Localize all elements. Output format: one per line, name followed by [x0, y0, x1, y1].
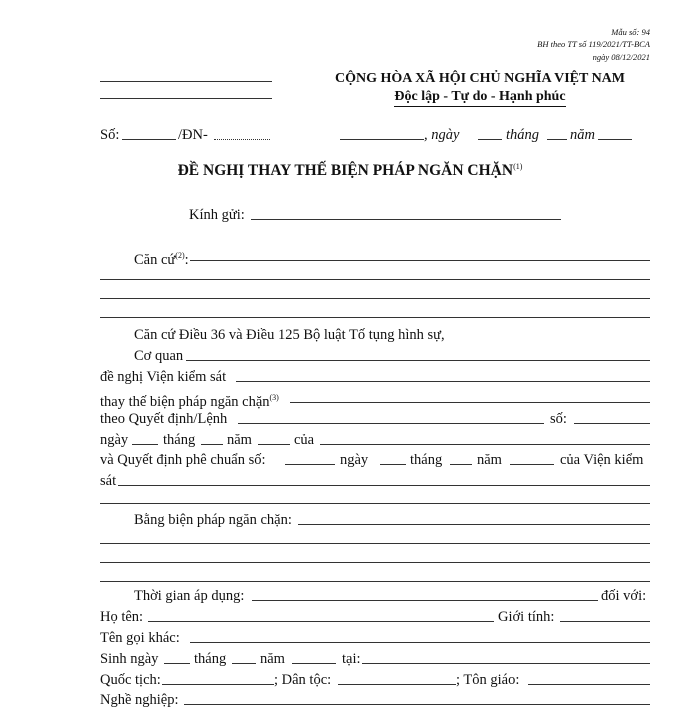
- title-footnote: (1): [513, 162, 523, 171]
- month-field[interactable]: [547, 139, 567, 140]
- new-measure-field[interactable]: [298, 524, 650, 525]
- year-field[interactable]: [598, 139, 632, 140]
- birth-year-label: năm: [260, 651, 285, 667]
- nationality-field[interactable]: [162, 684, 274, 685]
- birth-year-field[interactable]: [292, 663, 336, 664]
- basis-field-line[interactable]: [100, 279, 650, 280]
- agency-name-line[interactable]: [100, 81, 272, 82]
- agency-label: Cơ quan: [134, 348, 184, 364]
- subject-label: đối với:: [601, 588, 647, 604]
- document-title: [0, 162, 700, 180]
- decision-year-field[interactable]: [258, 444, 290, 445]
- birth-day-field[interactable]: [164, 663, 190, 664]
- approval-month-label: tháng: [410, 452, 443, 468]
- decision-month-field[interactable]: [201, 444, 223, 445]
- number-field[interactable]: [122, 139, 176, 140]
- decision-label: theo Quyết định/Lệnh: [100, 411, 228, 427]
- birth-place-field[interactable]: [362, 663, 650, 664]
- number-code-field[interactable]: [214, 139, 270, 140]
- approval-procuracy-field-line[interactable]: [100, 503, 650, 504]
- period-field[interactable]: [252, 600, 598, 601]
- basis-label: Căn cứ$^{(2)}$:: [134, 251, 189, 268]
- approval-label: và Quyết định phê chuẩn số:: [100, 452, 266, 468]
- national-motto: Độc lập - Tự do - Hạnh phúc: [394, 88, 565, 107]
- form-issued-by: BH theo TT số 119/2021/TT-BCA: [537, 39, 650, 49]
- ethnicity-field[interactable]: [338, 684, 456, 685]
- gender-label: Giới tính:: [498, 609, 555, 625]
- decision-month-label: tháng: [163, 432, 196, 448]
- date-year-label: năm: [570, 127, 595, 143]
- approval-day-label: ngày: [340, 452, 369, 468]
- basis-field[interactable]: [190, 260, 650, 261]
- approval-number-field[interactable]: [285, 464, 335, 465]
- birth-month-label: tháng: [194, 651, 227, 667]
- replace-measure-label: thay thế biện pháp ngăn chặn$^{(3)}$: [100, 393, 279, 410]
- birth-place-label: tại:: [342, 651, 361, 667]
- basis-field-line[interactable]: [100, 317, 650, 318]
- nationality-label: Quốc tịch:: [100, 672, 161, 688]
- new-measure-field-line[interactable]: [100, 562, 650, 563]
- approval-month-field[interactable]: [450, 464, 472, 465]
- decision-number-field[interactable]: [574, 423, 650, 424]
- full-name-label: Họ tên:: [100, 609, 144, 625]
- new-measure-field-line[interactable]: [100, 581, 650, 582]
- approval-year-field[interactable]: [510, 464, 554, 465]
- form-number: Mẫu số: 94: [611, 27, 650, 37]
- birth-month-field[interactable]: [232, 663, 256, 664]
- decision-field[interactable]: [238, 423, 544, 424]
- decision-day-field[interactable]: [132, 444, 158, 445]
- day-field[interactable]: [478, 139, 502, 140]
- nation-name: CỘNG HÒA XÃ HỘI CHỦ NGHĨA VIỆT NAM: [334, 71, 625, 86]
- date-month-label: tháng: [506, 127, 540, 143]
- agency-field[interactable]: [186, 360, 650, 361]
- current-measure-field[interactable]: [290, 402, 650, 403]
- approval-procuracy-field[interactable]: [118, 485, 650, 486]
- gender-field[interactable]: [560, 621, 650, 622]
- place-field[interactable]: [340, 139, 424, 140]
- number-suffix: /ĐN-: [178, 127, 208, 143]
- recipient-label: Kính gửi:: [189, 207, 245, 223]
- new-measure-field-line[interactable]: [100, 543, 650, 544]
- request-label: đề nghị Viện kiểm sát: [100, 369, 227, 385]
- new-measure-label: Bằng biện pháp ngăn chặn:: [134, 512, 292, 528]
- birth-day-label: Sinh ngày: [100, 651, 159, 667]
- decision-number-label: số:: [550, 411, 567, 427]
- legal-basis-text: Căn cứ Điều 36 và Điều 125 Bộ luật Tố tụng hình sự,: [134, 327, 445, 343]
- decision-of-label: của: [294, 432, 315, 448]
- national-header: [300, 70, 660, 107]
- agency-name-line[interactable]: [100, 98, 272, 99]
- approval-day-field[interactable]: [380, 464, 406, 465]
- occupation-field[interactable]: [184, 704, 650, 705]
- decision-issuer-field[interactable]: [320, 444, 650, 445]
- approval-procuracy-label: của Viện kiểm: [560, 452, 644, 468]
- recipient-field[interactable]: [251, 219, 561, 220]
- basis-field-line[interactable]: [100, 298, 650, 299]
- date-day-label: , ngày: [424, 127, 460, 143]
- ethnicity-label: ; Dân tộc:: [274, 672, 332, 688]
- title-text: ĐỀ NGHỊ THAY THẾ BIỆN PHÁP NGĂN CHẶN: [177, 162, 514, 180]
- decision-year-label: năm: [227, 432, 252, 448]
- approval-procuracy-label-cont: sát: [100, 473, 117, 489]
- occupation-label: Nghề nghiệp:: [100, 692, 179, 708]
- religion-field[interactable]: [528, 684, 650, 685]
- alias-field[interactable]: [190, 642, 650, 643]
- form-issued-date: ngày 08/12/2021: [592, 52, 650, 62]
- period-label: Thời gian áp dụng:: [134, 588, 245, 604]
- procuracy-field[interactable]: [236, 381, 650, 382]
- approval-year-label: năm: [477, 452, 502, 468]
- number-label: Số:: [100, 127, 120, 143]
- alias-label: Tên gọi khác:: [100, 630, 180, 646]
- decision-day-label: ngày: [100, 432, 129, 448]
- religion-label: ; Tôn giáo:: [456, 672, 520, 688]
- full-name-field[interactable]: [148, 621, 494, 622]
